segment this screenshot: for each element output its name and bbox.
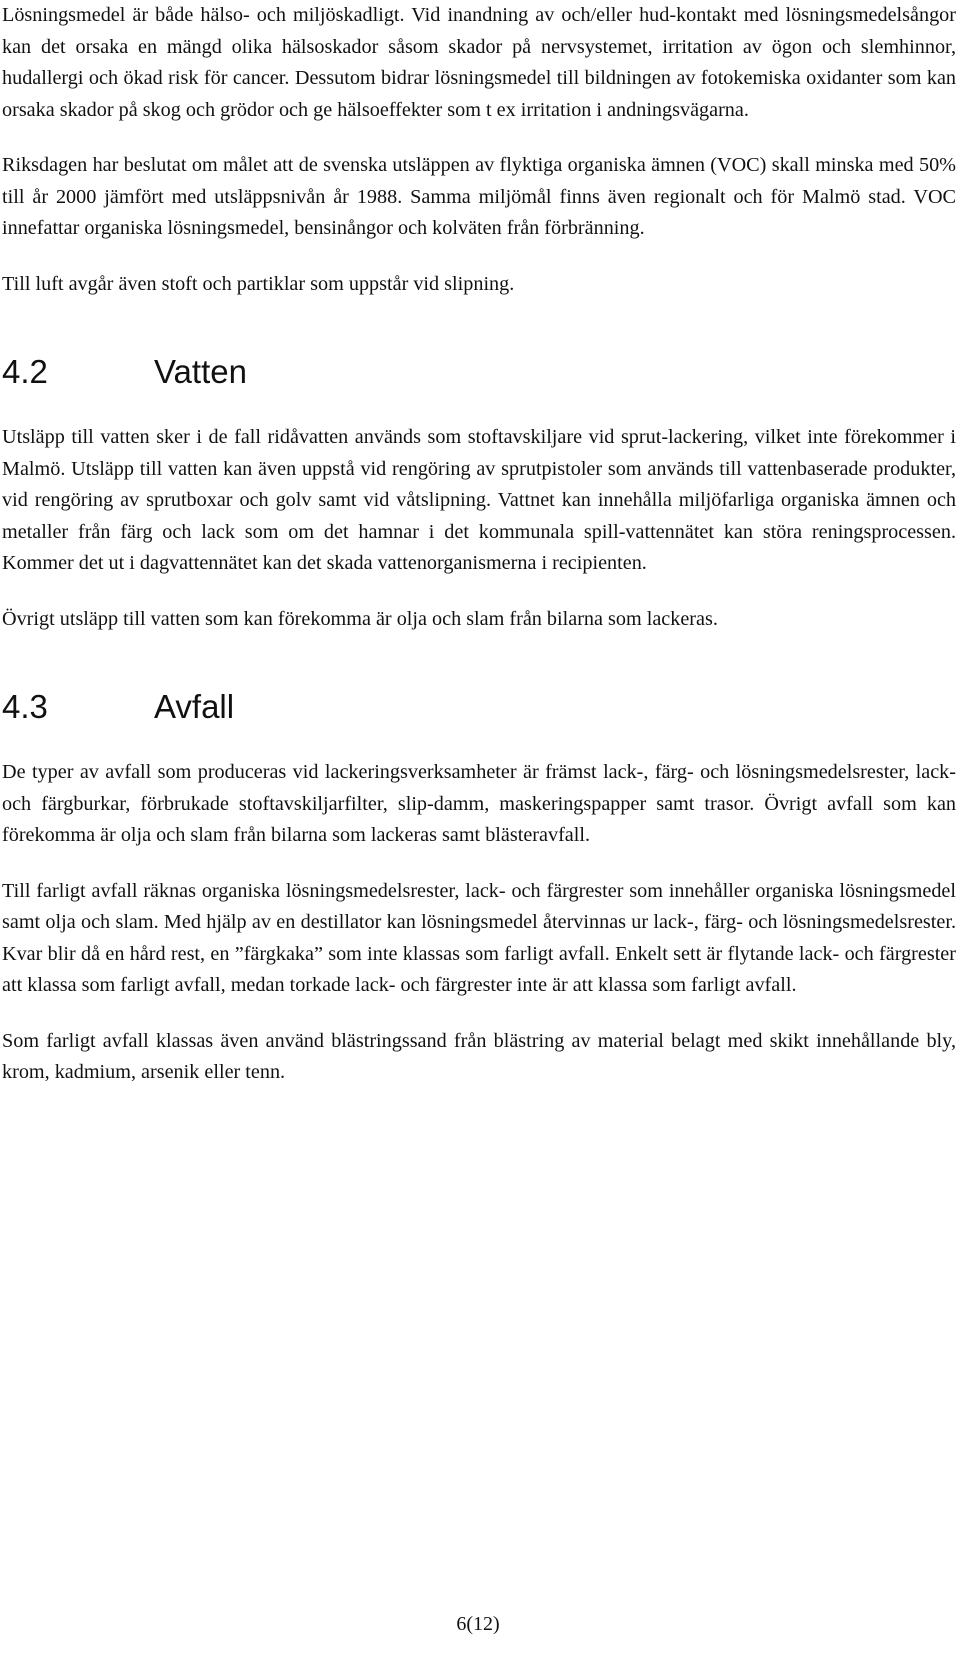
paragraph-hazardous-waste: Till farligt avfall räknas organiska lösningsmedelsrester, lack- och färgrester som innehåller organiska lösningsmedel samt olja och slam. Med hjälp av en destillator kan lösningsmedel återvinnas ur lack-, färg- och lösningsmedelsrester. Kvar blir då en hård rest, en ”färgkaka” som inte klassas som farligt avfall. Enkelt sett är flytande lack- och färgrester att klassa som farligt avfall, medan torkade lack- och färgrester inte är att klassa som farligt avfall. [2,879,956,996]
section-heading-vatten [2,352,956,392]
paragraph-blasting-sand: Som farligt avfall klassas även använd blästringssand från blästring av material belagt med skikt innehållande bly, krom, kadmium, arsenik eller tenn. [2,1029,956,1083]
section-title: Avfall [154,688,235,725]
paragraph-voc-goal: Riksdagen har beslutat om målet att de svenska utsläppen av flyktiga organiska ämnen (VOC) skall minska med 50% till år 2000 jämfört med utsläppsnivån år 1988. Samma miljömål finns även regionalt och för Malmö stad. VOC innefattar organiska lösningsmedel, bensinångor och kolväten från förbränning. [2,154,956,239]
paragraph-health-effects: Lösningsmedel är både hälso- och miljöskadligt. Vid inandning av och/eller hud-kontakt med lösningsmedelsångor kan det orsaka en mängd olika hälsoskador såsom skador på nervsystemet, irritation av ögon och slemhinnor, hudallergi och ökad risk för cancer. Dessutom bidrar lösningsmedel till bildningen av fotokemiska oxidanter som kan orsaka skador på skog och grödor och ge hälsoeffekter som t ex irritation i andningsvägarna. [2,4,956,121]
section-number: 4.2 [2,353,48,390]
page-number: 6(12) [456,1613,500,1635]
page-content [2,0,956,1089]
section-number: 4.3 [2,688,48,725]
paragraph-dust-particles: Till luft avgår även stoft och partiklar som uppstår vid slipning. [2,272,515,295]
section-title: Vatten [154,353,247,390]
section-heading-avfall [2,687,956,727]
paragraph-waste-types: De typer av avfall som produceras vid lackeringsverksamheter är främst lack-, färg- och lösningsmedelsrester, lack- och färgburkar, förbrukade stoftavskiljarfilter, slip-damm, maskeringspapper samt trasor. Övrigt avfall som kan förekomma är olja och slam från bilarna som lackeras samt blästeravfall. [2,761,956,846]
paragraph-water-emissions: Utsläpp till vatten sker i de fall ridåvatten används som stoftavskiljare vid sprut-lackering, vilket inte förekommer i Malmö. Utsläpp till vatten kan även uppstå vid rengöring av sprutpistoler som används till vattenbaserade produkter, vid rengöring av sprutboxar och golv samt vid våtslipning. Vattnet kan innehålla miljöfarliga organiska ämnen och metaller från färg och lack som om det hamnar i det kommunala spill-vattennätet kan störa reningsprocessen. Kommer det ut i dagvattennätet kan det skada vattenorganismerna i recipienten. [2,426,956,574]
paragraph-other-water: Övrigt utsläpp till vatten som kan förekomma är olja och slam från bilarna som lackeras. [2,607,718,630]
